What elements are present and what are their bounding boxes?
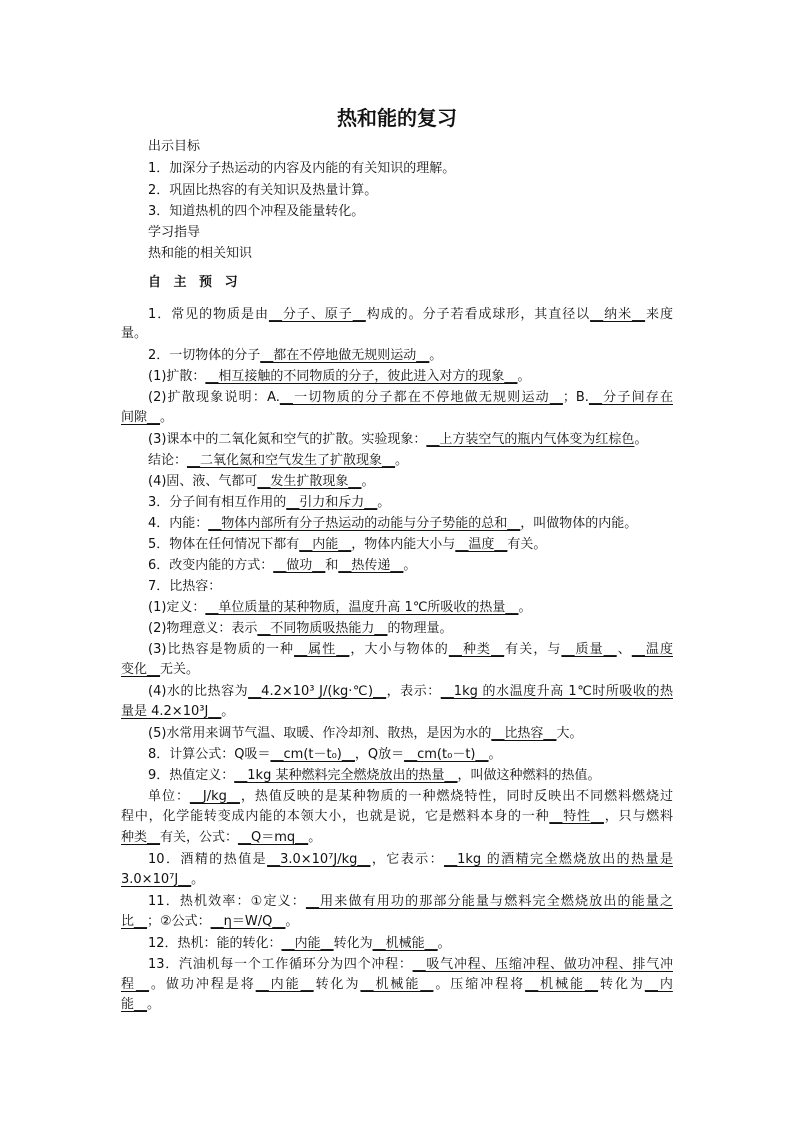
item-11: 11．热机效率：①定义：__用来做有用功的那部分能量与燃料完全燃烧放出的能量之	[148, 894, 673, 909]
item-2-2: (2)扩散现象说明：A.__一切物质的分子都在不停地做无规则运动__；B.__分子间存在	[148, 390, 673, 405]
item-9-unit: 单位：__J/kg__，热值反映的是某种物质的一种燃烧特性，同时反映出不同燃料燃烧过	[148, 789, 673, 804]
item-1: 1．常见的物质是由__分子、原子__构成的。分子若看成球形，其直径以__纳米__来度	[148, 307, 673, 322]
item-2-1: (1)扩散：__相互接触的不同物质的分子，彼此进入对方的现象__。	[148, 369, 531, 384]
item-3: 3．分子间有相互作用的__引力和斥力__。	[148, 495, 391, 510]
goal-item: 1．加深分子热运动的内容及内能的有关知识的理解。	[148, 161, 456, 176]
item-10: 10．酒精的热值是__3.0×10⁷J/kg__，它表示：__1kg 的酒精完全燃烧放出的热量是	[148, 852, 673, 867]
item-9: 9．热值定义：__1kg 某种燃料完全燃烧放出的热量__，叫做这种燃料的热值。	[148, 768, 601, 783]
guide-text: 热和能的相关知识	[148, 246, 253, 261]
item-7-1: (1)定义：__单位质量的某种物质，温度升高 1℃所吸收的热量__。	[148, 600, 532, 615]
item-5: 5．物体在任何情况下都有__内能__，物体内能大小与__温度__有关。	[148, 537, 547, 552]
item-7-4: (4)水的比热容为__4.2×10³ J/(kg·℃)__，表示：__1kg 的水温度升高 1℃时所吸收的热	[148, 684, 674, 699]
item-7-2: (2)物理意义：表示__不同物质吸热能力__的物理量。	[148, 621, 453, 636]
goal-item: 2．巩固比热容的有关知识及热量计算。	[148, 183, 378, 198]
item-8: 8．计算公式：Q吸＝__cm(t－t₀)__，Q放＝__cm(t₀－t)__。	[148, 747, 502, 762]
item-6: 6．改变内能的方式：__做功__和__热传递__。	[148, 558, 417, 573]
item-2: 2．一切物体的分子__都在不停地做无规则运动__。	[148, 348, 443, 363]
section-heading: 自 主 预 习	[148, 275, 242, 290]
item-7: 7．比热容：	[148, 579, 222, 594]
guide-heading: 学习指导	[148, 225, 201, 240]
goal-item: 3．知道热机的四个冲程及能量转化。	[148, 204, 365, 219]
item-2-4: (4)固、液、气都可__发生扩散现象__。	[148, 474, 375, 489]
document-title: 热和能的复习	[337, 106, 457, 130]
item-13: 13．汽油机每一个工作循环分为四个冲程：__吸气冲程、压缩冲程、做功冲程、排气冲	[148, 957, 673, 972]
goals-heading: 出示目标	[148, 139, 201, 154]
document-page: 热和能的复习 出示目标 1．加深分子热运动的内容及内能的有关知识的理解。 2．巩固比热容的有关知识及热量计算。 3．知道热机的四个冲程及能量转化。 学习指导 热和能的相关知识 自 主 预 习 1．常见的物质是由__分子、原子__构成的。分子若看成球形，其直径以__纳米__来度 量。 2．一切物体的分子__都在不停地做无规则运动__。 (1)扩散：__相互接触的不同物质的分子，彼此进入对方的现象__。 (2)扩散现象说明：A.__一切物质的分子都在不停地做无规则运动__；B.__分子间存在 间隙__。 (3)课本中的二氧化氮和空气的扩散。实验现象：__上方装空气的瓶内气体变为红棕色。 结论：__二氧化氮和空气发生了扩散现象__。 (4)固、液、气都可__发生扩散现象__。 3．分子间有相互作用的__引力和斥力__。 4．内能：__物体内部所有分子热运动的动能与分子势能的总和__，叫做物体的内能。 5．物体在任何情况下都有__内能__，物体内能大小与__温度__有关。 6．改变内能的方式：__做功__和__热传递__。 7．比热容： (1)定义：__单位质量的某种物质，温度升高 1℃所吸收的热量__。 (2)物理意义：表示__不同物质吸热能力__的物理量。 (3)比热容是物质的一种__属性__，大小与物体的__种类__有关，与__质量__、__温度 变化__无关。 (4)水的比热容为__4.2×10³ J/(kg·℃)__，表示：__1kg 的水温度升高 1℃时所吸收的热 量是 4.2×10³J__。 (5)水常用来调节气温、取暖、作冷却剂、散热，是因为水的__比热容__大。 8．计算公式：Q吸＝__cm(t－t₀)__，Q放＝__cm(t₀－t)__。 9．热值定义：__1kg 某种燃料完全燃烧放出的热量__，叫做这种燃料的热值。 单位：__J/kg__，热值反映的是某种物质的一种燃烧特性，同时反映出不同燃料燃烧过 程中，化学能转变成内能的本领大小，也就是说，它是燃料本身的一种__特性__，只与燃料 种类__有关，公式：__Q＝mq__。 10．酒精的热值是__3.0×10⁷J/kg__，它表示：__1kg 的酒精完全燃烧放出的热量是 3.0×10⁷J__。 11．热机效率：①定义：__用来做有用功的那部分能量与燃料完全燃烧放出的能量之 比__；②公式：__η＝W/Q__。 12．热机：能的转化：__内能__转化为__机械能__。 13．汽油机每一个工作循环分为四个冲程：__吸气冲程、压缩冲程、做功冲程、排气冲 程__。做功冲程是将__内能__转化为__机械能__。压缩冲程将__机械能__转化为__内 能__。	[0, 0, 794, 1123]
item-4: 4．内能：__物体内部所有分子热运动的动能与分子势能的总和__，叫做物体的内能。	[148, 516, 638, 531]
item-7-3: (3)比热容是物质的一种__属性__，大小与物体的__种类__有关，与__质量__、__温度	[148, 642, 673, 657]
item-7-5: (5)水常用来调节气温、取暖、作冷却剂、散热，是因为水的__比热容__大。	[148, 726, 583, 741]
item-2-3-conclusion: 结论：__二氧化氮和空气发生了扩散现象__。	[148, 453, 409, 468]
item-12: 12．热机：能的转化：__内能__转化为__机械能__。	[148, 936, 451, 951]
item-2-3: (3)课本中的二氧化氮和空气的扩散。实验现象：__上方装空气的瓶内气体变为红棕色。	[148, 432, 648, 447]
